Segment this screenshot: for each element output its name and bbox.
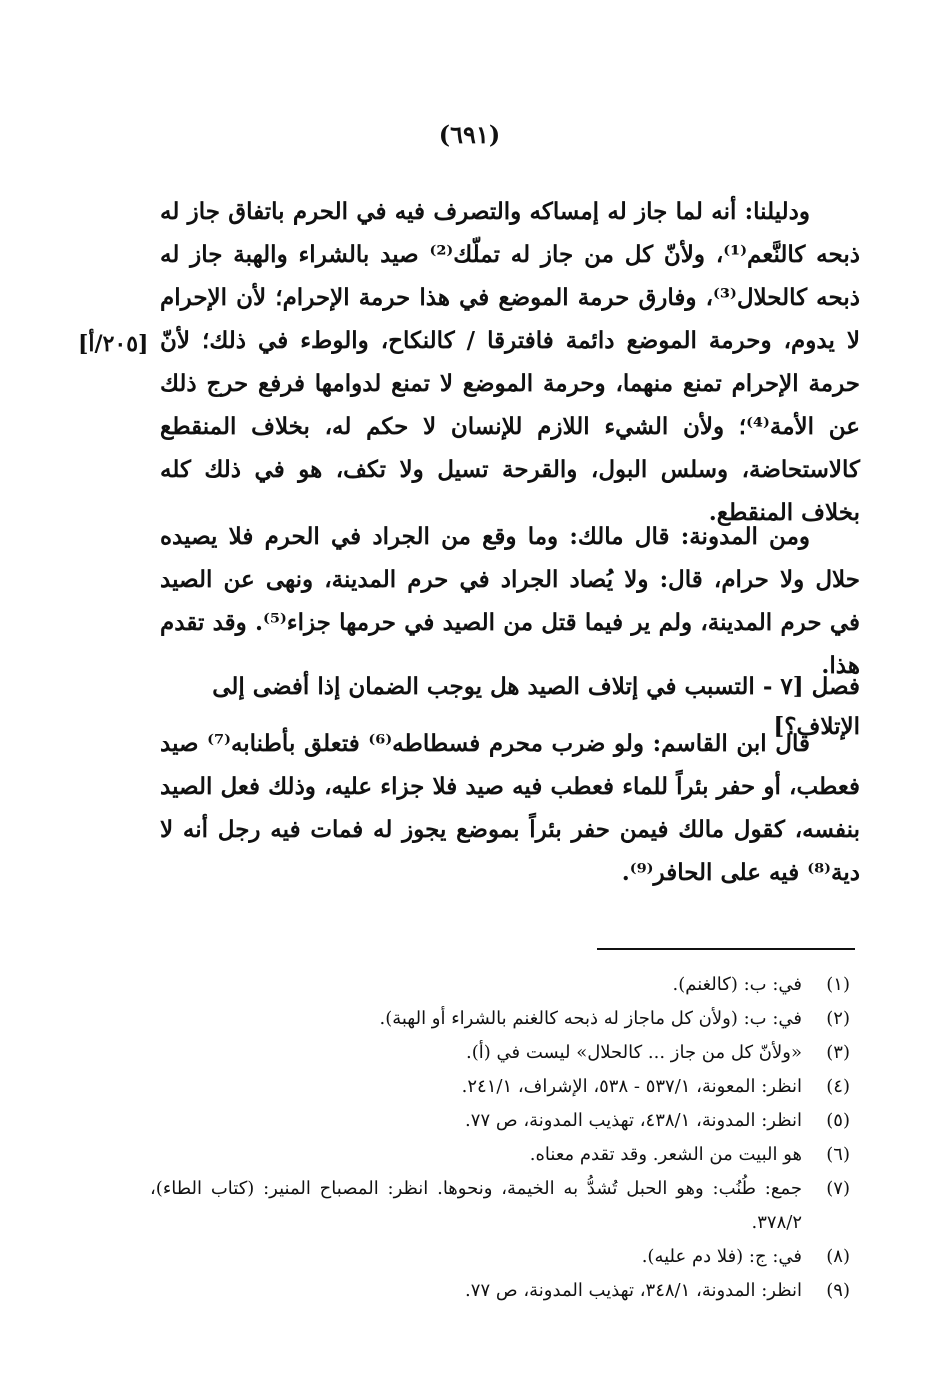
- footnote-number: (٢): [826, 1008, 850, 1029]
- paragraph-3: [160, 722, 860, 894]
- footnote-number: (٩): [826, 1280, 850, 1301]
- footnote-text: «ولأنّ كل من جاز ... كالحلال» ليست في (أ).: [466, 1042, 802, 1063]
- paragraph-3-text: قال ابن القاسم: ولو ضرب محرم فسطاطه⁽⁶⁾ فتعلق بأطنابه⁽⁷⁾ صيد فعطب، أو حفر بئراً للماء فعطب فيه صيد فلا جزاء عليه، وذلك فعل الصيد بنفسه، كقول مالك فيمن حفر بئراً بموضع يجوز له فمات فيه رجل أنه لا دية⁽⁸⁾ فيه على الحافر⁽⁹⁾.: [160, 730, 860, 886]
- footnote-text: انظر: المدونة، ٤٣٨/١، تهذيب المدونة، ص ٧٧.: [465, 1110, 802, 1131]
- footnote-item: [150, 968, 850, 1002]
- footnote-number: (٤): [826, 1076, 850, 1097]
- footnote-item: [150, 1104, 850, 1138]
- footnotes: [150, 968, 850, 1308]
- footnote-number: (٨): [826, 1246, 850, 1267]
- paragraph-1: [160, 190, 860, 534]
- footnote-item: [150, 1274, 850, 1308]
- footnote-number: (٥): [826, 1110, 850, 1131]
- footnote-text: في: ب: (كالغنم).: [672, 974, 802, 995]
- footnote-item: [150, 1070, 850, 1104]
- paragraph-1-text: ودليلنا: أنه لما جاز له إمساكه والتصرف فيه في الحرم باتفاق جاز له ذبحه كالنَّعم⁽¹⁾، ولأنّ كل من جاز له تملّك⁽²⁾ صيد بالشراء والهبة جاز له ذبحه كالحلال⁽³⁾، وفارق حرمة الموضع في هذا حرمة الإحرام؛ لأن الإحرام لا يدوم، وحرمة الموضع دائمة فافترقا / كالنكاح، والوطء في ذلك؛ لأنّ حرمة الإحرام تمنع منهما، وحرمة الموضع لا تمنع لدوامها فرفع حرج ذلك عن الأمة⁽⁴⁾؛ ولأن الشيء اللازم للإنسان لا حكم له، بخلاف المنقطع كالاستحاضة، وسلس البول، والقرحة تسيل ولا تكف، هو في ذلك كله بخلاف المنقطع.: [160, 198, 861, 526]
- footnote-item: [150, 1036, 850, 1070]
- footnote-item: [150, 1138, 850, 1172]
- footnote-number: (١): [826, 974, 850, 995]
- footnote-item: [150, 1002, 850, 1036]
- footnote-number: (٦): [826, 1144, 850, 1165]
- footnote-text: جمع: طُنُب: وهو الحبل تُشدُّ به الخيمة، ونحوها. انظر: المصباح المنير: (كتاب الطاء)، ٣٧٨/٢.: [150, 1178, 802, 1233]
- footnote-text: في: ب: (ولأن كل ماجاز له ذبحه كالغنم بالشراء أو الهبة).: [379, 1008, 802, 1029]
- section-heading: فصل [٧ - التسبب في إتلاف الصيد هل يوجب الضمان إذا أفضى إلى الإتلاف؟]: [212, 673, 860, 740]
- footnote-text: في: ج: (فلا دم عليه).: [641, 1246, 802, 1267]
- page-number: (٦٩١): [438, 120, 501, 149]
- footnote-text: هو البيت من الشعر. وقد تقدم معناه.: [529, 1144, 802, 1165]
- footnote-item: [150, 1172, 850, 1240]
- margin-folio-note: [٢٠٥/أ]: [78, 331, 149, 357]
- footnote-separator: [597, 948, 855, 950]
- footnote-number: (٣): [826, 1042, 850, 1063]
- paragraph-2-text: ومن المدونة: قال مالك: وما وقع من الجراد في الحرم فلا يصيده حلال ولا حرام، قال: ولا يُصاد الجراد في حرم المدينة، ونهى عن الصيد في حرم المدينة، ولم ير فيما قتل من الصيد في حرمها جزاء⁽⁵⁾. وقد تقدم هذا.: [160, 523, 860, 679]
- footnote-item: [150, 1240, 850, 1274]
- footnote-text: انظر: المعونة، ٥٣٧/١ - ٥٣٨، الإشراف، ٢٤١/١.: [461, 1076, 802, 1097]
- footnote-number: (٧): [826, 1178, 850, 1199]
- footnote-text: انظر: المدونة، ٣٤٨/١، تهذيب المدونة، ص ٧٧.: [465, 1280, 802, 1301]
- paragraph-2: [160, 515, 860, 687]
